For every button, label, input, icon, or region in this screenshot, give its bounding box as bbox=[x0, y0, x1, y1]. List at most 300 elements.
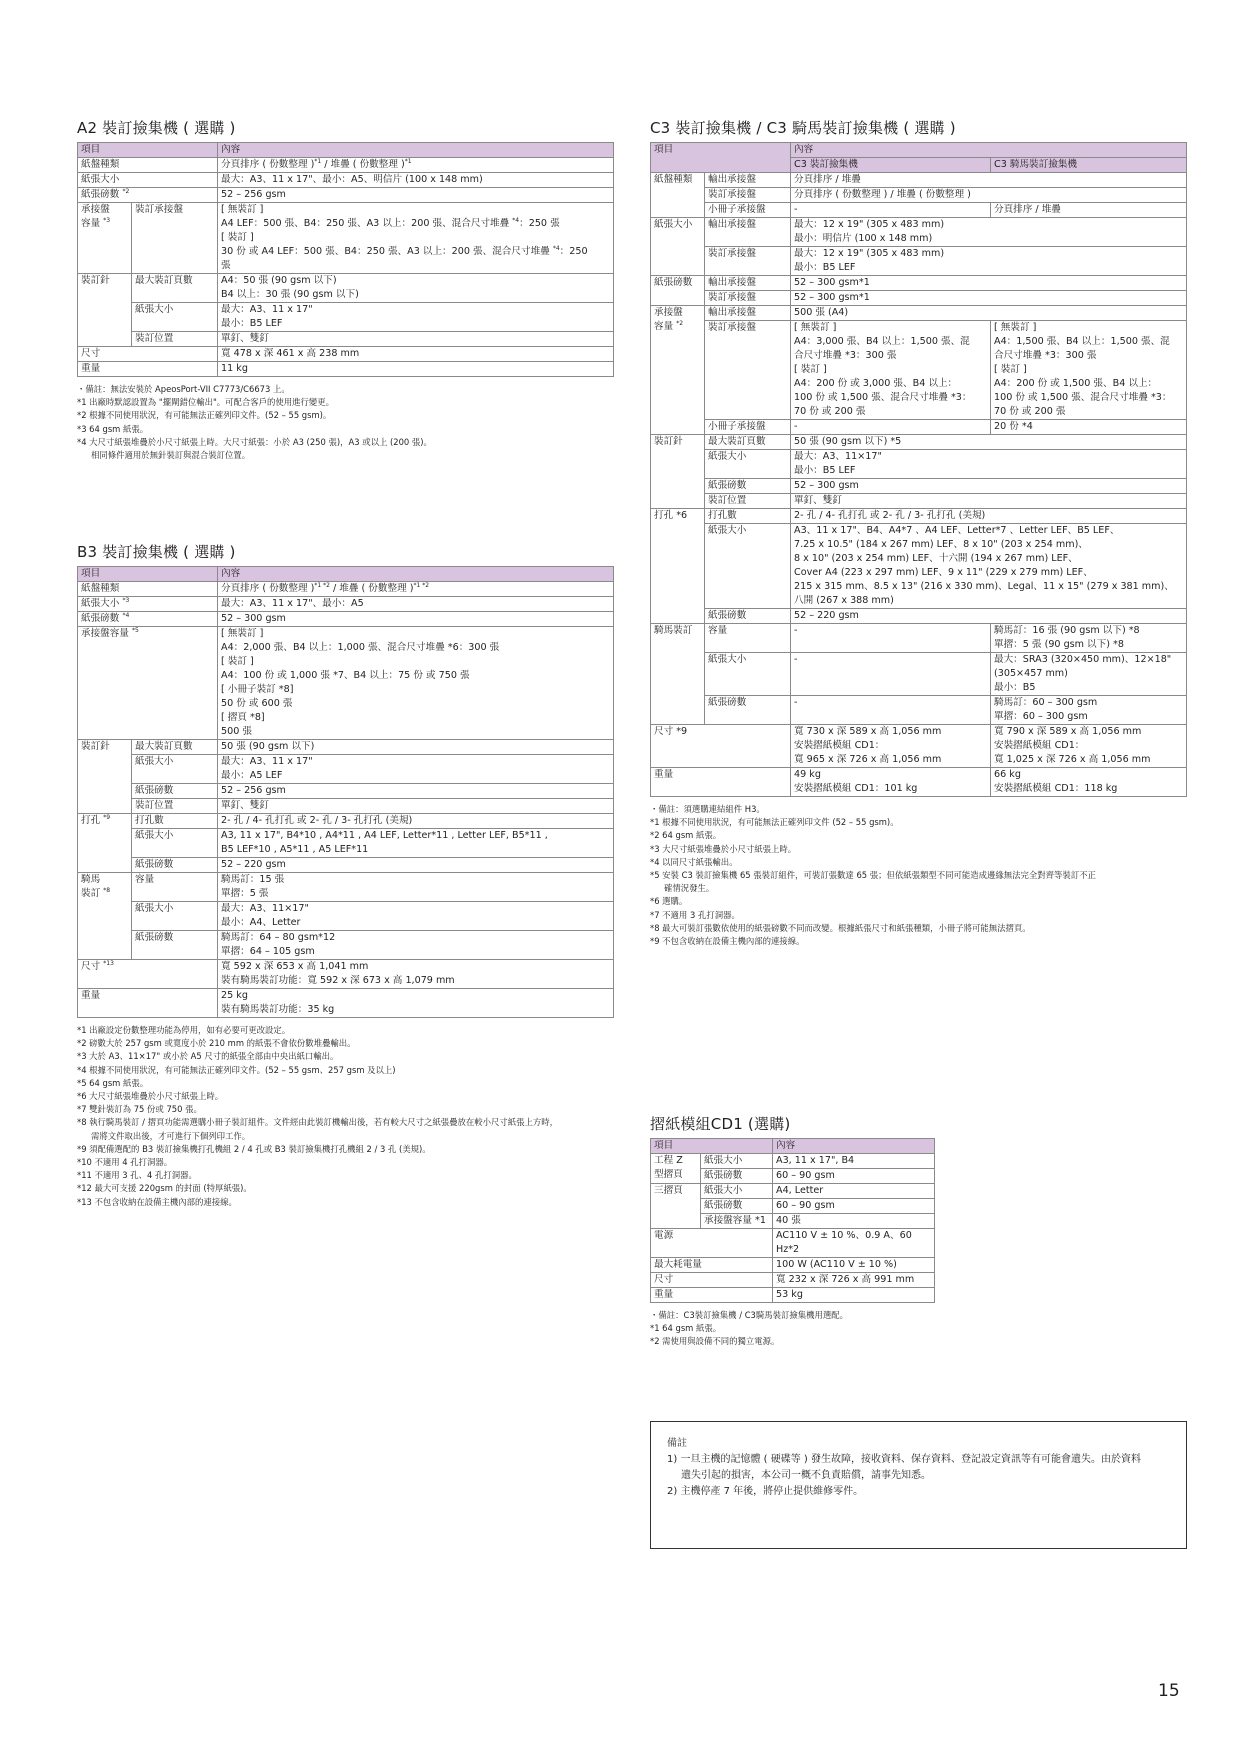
row-value: 500 張 (A4) bbox=[791, 306, 1187, 321]
row-label: 紙盤種類 bbox=[78, 158, 218, 173]
value-line: [ 裝訂 ] bbox=[221, 232, 254, 243]
value-line: A4：200 份 或 1,500 張、B4 以上： bbox=[994, 378, 1158, 389]
row-sublabel: 紙張大小 bbox=[132, 755, 218, 784]
row-label: 承接盤容量 $^{*5}$ bbox=[78, 627, 218, 740]
note-line: *7 雙針裝訂為 75 份或 750 張。 bbox=[77, 1104, 202, 1115]
note-line: *6 大尺寸紙張堆疊於小尺寸紙張上時。 bbox=[77, 1091, 224, 1102]
row-value bbox=[791, 247, 1187, 276]
row-value: 分頁排序 / 堆疊 bbox=[791, 173, 1187, 188]
row-label: 紙張磅數 $^{*2}$ bbox=[78, 188, 218, 203]
a2-section bbox=[77, 117, 614, 462]
row-value: 最大：A3、11 x 17"、最小：A5 bbox=[218, 597, 614, 612]
row-sublabel: 小冊子承接盤 bbox=[705, 420, 791, 435]
row-sublabel: 紙張大小 bbox=[705, 450, 791, 479]
row-value: 11 kg bbox=[218, 362, 614, 377]
table-row bbox=[651, 173, 1187, 188]
note-line: *2 需使用與設備不同的獨立電源。 bbox=[650, 1336, 780, 1347]
note-line: *2 磅數大於 257 gsm 或寬度小於 210 mm 的紙張不會依份數堆疊輸出。 bbox=[77, 1038, 356, 1049]
value-line: 寬 730 x 深 589 x 高 1,056 mm bbox=[794, 726, 942, 737]
note-line: *6 選購。 bbox=[650, 896, 688, 907]
row-sublabel: 紙張大小 bbox=[705, 653, 791, 696]
table-row bbox=[78, 332, 614, 347]
row-label: 重量 bbox=[78, 362, 218, 377]
value-line: 最小：B5 LEF bbox=[794, 262, 856, 273]
table-row bbox=[78, 143, 614, 158]
row-sublabel: 裝訂承接盤 bbox=[705, 247, 791, 276]
row-sublabel: 容量 bbox=[132, 873, 218, 902]
row-value bbox=[991, 725, 1187, 768]
label-text: 裝訂 bbox=[81, 888, 101, 899]
note-line: *10 不適用 4 孔打洞器。 bbox=[77, 1157, 173, 1168]
b3-title: B3 裝訂撿集機 ( 選購 ) bbox=[77, 543, 236, 561]
table-row bbox=[78, 203, 614, 274]
row-label: 重量 bbox=[651, 768, 791, 797]
value-line: 最大：A3、11×17" bbox=[221, 903, 309, 914]
value-line: 70 份 或 200 張 bbox=[794, 406, 866, 417]
value-line: 最小：A4、Letter bbox=[221, 917, 301, 928]
row-sublabel: 紙張磅數 bbox=[705, 609, 791, 624]
row-value: 分頁排序 ( 份數整理 ) / 堆疊 ( 份數整理 ) bbox=[791, 188, 1187, 203]
note-line: *8 最大可裝訂張數依使用的紙張磅數不同而改變。根據紙張尺寸和紙張種類，小冊子將可能無法摺頁。 bbox=[650, 922, 1031, 933]
note-line: *12 最大可支援 220gsm 的封面 (特厚紙張)。 bbox=[77, 1183, 252, 1194]
note-line: ・備註：無法安裝於 ApeosPort-VII C7773/C6673 上。 bbox=[77, 384, 290, 394]
row-value bbox=[791, 725, 991, 768]
row-value: 寬 232 x 深 726 x 高 991 mm bbox=[773, 1273, 935, 1288]
label-text: 承接盤 bbox=[81, 204, 110, 215]
value-line: 安裝摺紙模組 CD1：118 kg bbox=[994, 783, 1118, 794]
row-sublabel: 紙張大小 bbox=[132, 303, 218, 332]
value-line: 500 張 bbox=[221, 726, 252, 737]
label-text: 承接盤容量 bbox=[81, 628, 129, 639]
header-cell: 內容 bbox=[773, 1139, 935, 1154]
note-line: *3 大於 A3、11×17" 或小於 A5 尺寸的紙張全部由中央出紙口輸出。 bbox=[77, 1051, 339, 1062]
header-cell: C3 騎馬裝訂撿集機 bbox=[991, 158, 1187, 173]
value-line: A3、11 x 17"、B4、A4*7 、A4 LEF、Letter*7 、Letter LEF、B5 LEF、 bbox=[794, 525, 1120, 536]
row-value: 2- 孔 / 4- 孔打孔 或 2- 孔 / 3- 孔打孔 (美規) bbox=[218, 814, 614, 829]
row-sublabel: 裝訂承接盤 bbox=[705, 291, 791, 306]
row-sublabel: 紙張大小 bbox=[701, 1154, 773, 1169]
value-line: [ 無裝訂 ] bbox=[794, 322, 837, 333]
table-row bbox=[651, 435, 1187, 450]
table-row bbox=[651, 509, 1187, 524]
value-line: 安裝摺紙模組 CD1： bbox=[994, 740, 1085, 751]
value-line: 66 kg bbox=[994, 769, 1021, 780]
value-line: 寬 965 x 深 726 x 高 1,056 mm bbox=[794, 754, 942, 765]
value-text: / 堆疊 ( 份數整理 ) bbox=[321, 159, 405, 170]
value-line: 最大：SRA3 (320×450 mm)、12×18" bbox=[994, 654, 1172, 665]
row-value: 分頁排序 ( 份數整理 )$^{*1}$ / 堆疊 ( 份數整理 )$^{*1}$ bbox=[218, 158, 614, 173]
row-label: 最大耗電量 bbox=[651, 1258, 773, 1273]
table-row bbox=[651, 524, 1187, 609]
note-line: *1 出廠設定份數整理功能為停用，如有必要可更改設定。 bbox=[77, 1025, 291, 1035]
memo-line: 1) 一旦主機的記憶體 ( 硬碟等 ) 發生故障，接收資料、保存資料、登記設定資訊等有可能會遺失。由於資料 bbox=[667, 1454, 1141, 1465]
value-line: 最大：A3、11 x 17" bbox=[221, 756, 313, 767]
table-row bbox=[78, 274, 614, 303]
row-sublabel: 紙張大小 bbox=[132, 829, 218, 858]
table-row bbox=[651, 188, 1187, 203]
table-row bbox=[78, 173, 614, 188]
table-row bbox=[651, 768, 1187, 797]
value-line: B4 以上：30 張 (90 gsm 以下) bbox=[221, 289, 359, 300]
value-line: Cover A4 (223 x 297 mm) LEF、9 x 11" (229 x 279 mm) LEF、 bbox=[794, 567, 1093, 578]
table-row bbox=[78, 829, 614, 858]
note-line: 確情況發生。 bbox=[664, 883, 715, 894]
table-row bbox=[651, 1154, 935, 1169]
value-line: 騎馬訂：16 張 (90 gsm 以下) *8 bbox=[994, 625, 1140, 636]
row-label: 紙盤種類 bbox=[651, 173, 705, 218]
table-row bbox=[78, 931, 614, 960]
value-line: [ 無裝訂 ] bbox=[994, 322, 1037, 333]
value-line: 8 x 10" (203 x 254 mm) LEF、十六開 (194 x 267 mm) LEF、 bbox=[794, 553, 1078, 564]
table-row bbox=[651, 609, 1187, 624]
note-line: *9 須配備選配的 B3 裝訂撿集機打孔機組 2 / 4 孔或 B3 裝訂撿集機打孔機組 2 / 3 孔 (美規)。 bbox=[77, 1143, 431, 1154]
row-value bbox=[218, 203, 614, 274]
row-value: 52 – 220 gsm bbox=[218, 858, 614, 873]
row-value: 60 – 90 gsm bbox=[773, 1199, 935, 1214]
row-sublabel: 輸出承接盤 bbox=[705, 218, 791, 247]
note-line: *2 根據不同使用狀況，有可能無法正確列印文件。(52 – 55 gsm)。 bbox=[77, 410, 332, 421]
row-sublabel: 裝訂承接盤 bbox=[705, 188, 791, 203]
header-cell: C3 裝訂撿集機 bbox=[791, 158, 991, 173]
value-text: A4 LEF：500 張、B4：250 張、A3 以上：200 張、混合尺寸堆疊 bbox=[221, 218, 510, 229]
row-value: 分頁排序 ( 份數整理 )$^{*1 *2}$ / 堆疊 ( 份數整理 )$^{*1 *2}$ bbox=[218, 582, 614, 597]
value-line: [ 裝訂 ] bbox=[221, 656, 254, 667]
note-line: *8 執行騎馬裝訂 / 摺頁功能需選購小冊子裝訂組件。文件經由此裝訂機輸出後，若有較大尺寸之紙張疊放在較小尺寸紙張上方時， bbox=[77, 1117, 558, 1128]
table-row bbox=[651, 494, 1187, 509]
value-line: 單摺：5 張 bbox=[221, 888, 269, 899]
value-line: 八開 (267 x 388 mm) bbox=[794, 595, 894, 606]
row-label: 紙張磅數 $^{*4}$ bbox=[78, 612, 218, 627]
table-row bbox=[651, 725, 1187, 768]
value-line: 最小：B5 LEF bbox=[794, 465, 856, 476]
label-text: 容量 bbox=[81, 218, 101, 229]
value-line: 安裝摺紙模組 CD1： bbox=[794, 740, 885, 751]
row-label: 打孔 *6 bbox=[651, 509, 705, 624]
a2-notes bbox=[77, 383, 614, 462]
row-label: 三摺頁 bbox=[651, 1184, 701, 1229]
row-value: 53 kg bbox=[773, 1288, 935, 1303]
memo-line: 遺失引起的損害，本公司一概不負責賠償，請事先知悉。 bbox=[681, 1470, 931, 1481]
value-line: A4：50 張 (90 gsm 以下) bbox=[221, 275, 337, 286]
row-value: - bbox=[791, 653, 991, 696]
table-row bbox=[651, 203, 1187, 218]
header-cell: 項目 bbox=[78, 143, 218, 158]
row-sublabel: 輸出承接盤 bbox=[705, 276, 791, 291]
row-sublabel: 承接盤容量 *1 bbox=[701, 1214, 773, 1229]
table-row bbox=[78, 755, 614, 784]
row-sublabel: 輸出承接盤 bbox=[705, 306, 791, 321]
value-line: 單摺：5 張 (90 gsm 以下) *8 bbox=[994, 639, 1124, 650]
header-cell: 項目 bbox=[651, 143, 791, 173]
note-line: *11 不適用 3 孔、4 孔打洞器。 bbox=[77, 1170, 197, 1181]
table-row bbox=[651, 276, 1187, 291]
note-line: *3 大尺寸紙張堆疊於小尺寸紙張上時。 bbox=[650, 843, 797, 854]
table-row bbox=[651, 1288, 935, 1303]
row-sublabel: 裝訂位置 bbox=[132, 799, 218, 814]
memo-title: 備註 bbox=[667, 1438, 687, 1449]
row-value bbox=[791, 218, 1187, 247]
table-row bbox=[78, 362, 614, 377]
header-cell: 內容 bbox=[218, 567, 614, 582]
note-line: ・備註：須選購連結組件 H3。 bbox=[650, 804, 765, 814]
row-value: 2- 孔 / 4- 孔打孔 或 2- 孔 / 3- 孔打孔 (美規) bbox=[791, 509, 1187, 524]
value-line: [ 小冊子裝訂 *8] bbox=[221, 684, 294, 695]
row-value bbox=[218, 873, 614, 902]
row-sublabel: 紙張大小 bbox=[701, 1184, 773, 1199]
note-line: *1 64 gsm 紙張。 bbox=[650, 1323, 722, 1334]
value-line: 騎馬訂：60 – 300 gsm bbox=[994, 697, 1098, 708]
b3-section bbox=[77, 541, 614, 1209]
table-row bbox=[651, 420, 1187, 435]
row-label: 裝訂針 bbox=[78, 274, 132, 347]
row-value bbox=[218, 829, 614, 858]
row-value bbox=[791, 768, 991, 797]
row-value: 52 – 256 gsm bbox=[218, 188, 614, 203]
value-line: A4：200 份 或 3,000 張、B4 以上： bbox=[794, 378, 958, 389]
note-line: *5 64 gsm 紙張。 bbox=[77, 1077, 149, 1088]
table-row bbox=[78, 347, 614, 362]
row-value bbox=[991, 321, 1187, 420]
table-row bbox=[78, 902, 614, 931]
row-value: 單釘、雙釘 bbox=[791, 494, 1187, 509]
label-text: 打孔 bbox=[81, 815, 101, 826]
row-label: 紙張大小 bbox=[78, 173, 218, 188]
row-label: 騎馬 裝訂 $^{*8}$ bbox=[78, 873, 132, 960]
row-sublabel: 輸出承接盤 bbox=[705, 173, 791, 188]
note-line: *2 64 gsm 紙張。 bbox=[650, 830, 722, 841]
row-value: - bbox=[791, 203, 991, 218]
value-line: B5 LEF*10 , A5*11 , A5 LEF*11 bbox=[221, 844, 369, 855]
label-text: 紙張磅數 bbox=[81, 189, 120, 200]
row-value bbox=[991, 696, 1187, 725]
row-value: - bbox=[791, 420, 991, 435]
row-value: 52 – 300 gsm bbox=[218, 612, 614, 627]
row-sublabel: 容量 bbox=[705, 624, 791, 653]
table-row bbox=[78, 627, 614, 740]
note-line: *9 不包含收納在設備主機內部的連接線。 bbox=[650, 936, 805, 947]
row-label: 承接盤 容量 $^{*2}$ bbox=[651, 306, 705, 435]
b3-notes bbox=[77, 1024, 614, 1209]
row-label: 尺寸 *9 bbox=[651, 725, 791, 768]
value-line: (305×457 mm) bbox=[994, 668, 1068, 679]
table-row bbox=[78, 582, 614, 597]
row-sublabel: 紙張磅數 bbox=[705, 479, 791, 494]
note-line: ・備註：C3裝訂撿集機 / C3騎馬裝訂撿集機用選配。 bbox=[650, 1310, 848, 1320]
table-row bbox=[78, 612, 614, 627]
row-sublabel: 最大裝訂頁數 bbox=[132, 740, 218, 755]
value-line: 最大：A3、11 x 17" bbox=[221, 304, 313, 315]
row-label: 打孔 $^{*9}$ bbox=[78, 814, 132, 873]
row-value: A3, 11 x 17", B4 bbox=[773, 1154, 935, 1169]
header-cell: 項目 bbox=[78, 567, 218, 582]
value-text: ：250 張 bbox=[519, 218, 560, 229]
row-sublabel: 紙張磅數 bbox=[132, 931, 218, 960]
row-value: 52 – 300 gsm bbox=[791, 479, 1187, 494]
table-row bbox=[651, 291, 1187, 306]
cd1-notes bbox=[650, 1309, 935, 1349]
row-value: 52 – 256 gsm bbox=[218, 784, 614, 799]
row-value bbox=[218, 274, 614, 303]
value-line: 215 x 315 mm、8.5 x 13" (216 x 330 mm)、Legal、11 x 15" (279 x 381 mm)、 bbox=[794, 581, 1174, 592]
table-row bbox=[651, 450, 1187, 479]
row-sublabel: 紙張磅數 bbox=[132, 784, 218, 799]
value-line: 寬 592 x 深 653 x 高 1,041 mm bbox=[221, 961, 369, 972]
row-value bbox=[218, 627, 614, 740]
label-text: 工程 Z bbox=[654, 1155, 683, 1166]
row-label: 重量 bbox=[651, 1288, 773, 1303]
header-cell: 項目 bbox=[651, 1139, 773, 1154]
value-line: 最小：A5 LEF bbox=[221, 770, 283, 781]
table-row bbox=[78, 303, 614, 332]
value-line: 騎馬訂：64 – 80 gsm*12 bbox=[221, 932, 336, 943]
row-value: 最大：A3、11 x 17"、最小：A5、明信片 (100 x 148 mm) bbox=[218, 173, 614, 188]
value-line: 最大：12 x 19" (305 x 483 mm) bbox=[794, 219, 945, 230]
header-cell: 內容 bbox=[791, 143, 1187, 158]
table-row bbox=[651, 1229, 935, 1258]
value-line: A3, 11 x 17", B4*10 , A4*11 , A4 LEF, Letter*11 , Letter LEF, B5*11 , bbox=[221, 830, 548, 841]
table-row bbox=[651, 653, 1187, 696]
row-label: 裝訂針 bbox=[651, 435, 705, 509]
value-line: 25 kg bbox=[221, 990, 248, 1001]
row-value: 50 張 (90 gsm 以下) *5 bbox=[791, 435, 1187, 450]
row-sublabel: 最大裝訂頁數 bbox=[705, 435, 791, 450]
row-label: 電源 bbox=[651, 1229, 773, 1258]
table-row bbox=[651, 1258, 935, 1273]
value-line: 安裝摺紙模組 CD1：101 kg bbox=[794, 783, 918, 794]
table-row bbox=[78, 858, 614, 873]
a2-spec-table bbox=[77, 142, 614, 377]
note-line: *4 大尺寸紙張堆疊於小尺寸紙張上時。大尺寸紙張：小於 A3 (250 張)，A3 或以上 (200 張)。 bbox=[77, 436, 432, 447]
row-sublabel: 打孔數 bbox=[132, 814, 218, 829]
c3-title: C3 裝訂撿集機 / C3 騎馬裝訂撿集機 ( 選購 ) bbox=[650, 119, 956, 137]
value-line: 騎馬訂：15 張 bbox=[221, 874, 285, 885]
note-line: *4 以同尺寸紙張輸出。 bbox=[650, 856, 738, 867]
value-line: 寬 1,025 x 深 726 x 高 1,056 mm bbox=[994, 754, 1151, 765]
cd1-section bbox=[650, 1113, 935, 1349]
value-text: 30 份 或 A4 LEF：500 張、B4：250 張、A3 以上：200 張、混合尺寸堆疊 bbox=[221, 246, 550, 257]
note-line: *4 根據不同使用狀況，有可能無法正確列印文件。(52 – 55 gsm、257 gsm 及以上) bbox=[77, 1064, 396, 1075]
row-value: 50 張 (90 gsm 以下) bbox=[218, 740, 614, 755]
table-row bbox=[78, 814, 614, 829]
row-value bbox=[791, 450, 1187, 479]
label-text: 型摺頁 bbox=[654, 1169, 683, 1180]
row-value: 52 – 300 gsm*1 bbox=[791, 276, 1187, 291]
row-label: 紙張大小 $^{*3}$ bbox=[78, 597, 218, 612]
table-row bbox=[78, 960, 614, 989]
row-label: 裝訂針 bbox=[78, 740, 132, 814]
row-value: 單釘、雙釘 bbox=[218, 332, 614, 347]
value-line: A4：3,000 張、B4 以上：1,500 張、混 bbox=[794, 336, 970, 347]
value-line: 寬 790 x 深 589 x 高 1,056 mm bbox=[994, 726, 1142, 737]
row-value: AC110 V ± 10 %、0.9 A、60 Hz*2 bbox=[773, 1229, 935, 1258]
value-line: 49 kg bbox=[794, 769, 821, 780]
value-line: 合尺寸堆疊 *3：300 張 bbox=[994, 350, 1097, 361]
row-sublabel: 紙張磅數 bbox=[132, 858, 218, 873]
value-line: 裝有騎馬裝訂功能：35 kg bbox=[221, 1004, 335, 1015]
value-line: 最大：12 x 19" (305 x 483 mm) bbox=[794, 248, 945, 259]
table-row bbox=[651, 479, 1187, 494]
label-text: 紙張大小 bbox=[81, 598, 120, 609]
row-label: 尺寸 $^{*13}$ bbox=[78, 960, 218, 989]
row-value: 52 – 300 gsm*1 bbox=[791, 291, 1187, 306]
value-line: 最小：B5 bbox=[994, 682, 1036, 693]
row-label bbox=[651, 1154, 701, 1184]
row-value bbox=[218, 931, 614, 960]
value-line: A4：100 份 或 1,000 張 *7、B4 以上：75 份 或 750 張 bbox=[221, 670, 470, 681]
row-label: 尺寸 bbox=[78, 347, 218, 362]
table-row bbox=[651, 321, 1187, 420]
table-row bbox=[78, 158, 614, 173]
value-text: ：250 bbox=[559, 246, 588, 257]
row-label: 重量 bbox=[78, 989, 218, 1018]
table-row bbox=[651, 1139, 935, 1154]
note-line: *1 根據不同使用狀況，有可能無法正確列印文件 (52 – 55 gsm)。 bbox=[650, 817, 899, 828]
row-value: 寬 478 x 深 461 x 高 238 mm bbox=[218, 347, 614, 362]
value-line: 最大：A3、11×17" bbox=[794, 451, 882, 462]
cd1-title: 摺紙模組CD1 (選購) bbox=[650, 1115, 791, 1133]
row-value: 52 – 220 gsm bbox=[791, 609, 1187, 624]
header-cell: 內容 bbox=[218, 143, 614, 158]
memo-box bbox=[650, 1421, 1187, 1549]
row-value: 分頁排序 / 堆疊 bbox=[991, 203, 1187, 218]
note-line: *3 64 gsm 紙張。 bbox=[77, 423, 149, 434]
value-line: [ 無裝訂 ] bbox=[221, 628, 264, 639]
row-sublabel: 紙張磅數 bbox=[701, 1199, 773, 1214]
table-row bbox=[651, 1184, 935, 1199]
value-line: 裝有騎馬裝訂功能：寬 592 x 深 673 x 高 1,079 mm bbox=[221, 975, 455, 986]
value-line: A4 LEF：500 張、B4：250 張、A3 以上：200 張、混合尺寸堆疊 $^{*4}$：250 張 bbox=[221, 216, 560, 229]
value-line: 7.25 x 10.5" (184 x 267 mm) LEF、8 x 10" (203 x 254 mm)、 bbox=[794, 539, 1088, 550]
row-sublabel: 紙張大小 bbox=[705, 524, 791, 609]
b3-spec-table bbox=[77, 566, 614, 1018]
row-value bbox=[218, 902, 614, 931]
note-line: 相同條件適用於無針裝訂與混合裝訂位置。 bbox=[91, 450, 251, 461]
row-sublabel: 裝訂位置 bbox=[705, 494, 791, 509]
label-text: 紙張磅數 bbox=[81, 613, 120, 624]
value-line: 30 份 或 A4 LEF：500 張、B4：250 張、A3 以上：200 張、混合尺寸堆疊 $^{*4}$：250 bbox=[221, 244, 588, 257]
row-sublabel: 小冊子承接盤 bbox=[705, 203, 791, 218]
row-value bbox=[218, 989, 614, 1018]
table-row bbox=[651, 218, 1187, 247]
row-sublabel: 紙張磅數 bbox=[705, 696, 791, 725]
row-value: - bbox=[791, 624, 991, 653]
row-value: - bbox=[791, 696, 991, 725]
row-sublabel: 紙張大小 bbox=[132, 902, 218, 931]
value-line: 單摺：60 – 300 gsm bbox=[994, 711, 1088, 722]
row-value bbox=[218, 960, 614, 989]
table-row bbox=[651, 624, 1187, 653]
row-sublabel: 最大裝訂頁數 bbox=[132, 274, 218, 303]
row-value: 100 W (AC110 V ± 10 %) bbox=[773, 1258, 935, 1273]
table-row bbox=[78, 784, 614, 799]
value-line: 合尺寸堆疊 *3：300 張 bbox=[794, 350, 897, 361]
table-row bbox=[651, 143, 1187, 158]
value-line: 70 份 或 200 張 bbox=[994, 406, 1066, 417]
c3-spec-table bbox=[650, 142, 1187, 797]
label-text: 容量 bbox=[654, 321, 674, 332]
row-value bbox=[991, 624, 1187, 653]
row-value: 40 張 bbox=[773, 1214, 935, 1229]
c3-notes bbox=[650, 803, 1187, 948]
row-label: 紙張大小 bbox=[651, 218, 705, 276]
value-line: [ 摺頁 *8] bbox=[221, 712, 265, 723]
value-line: 100 份 或 1,500 張、混合尺寸堆疊 *3： bbox=[794, 392, 972, 403]
a2-title: A2 裝訂撿集機 ( 選購 ) bbox=[77, 119, 236, 137]
value-line: 最小：B5 LEF bbox=[221, 318, 283, 329]
table-row bbox=[78, 873, 614, 902]
label-text: 承接盤 bbox=[654, 307, 683, 318]
row-value: 60 – 90 gsm bbox=[773, 1169, 935, 1184]
